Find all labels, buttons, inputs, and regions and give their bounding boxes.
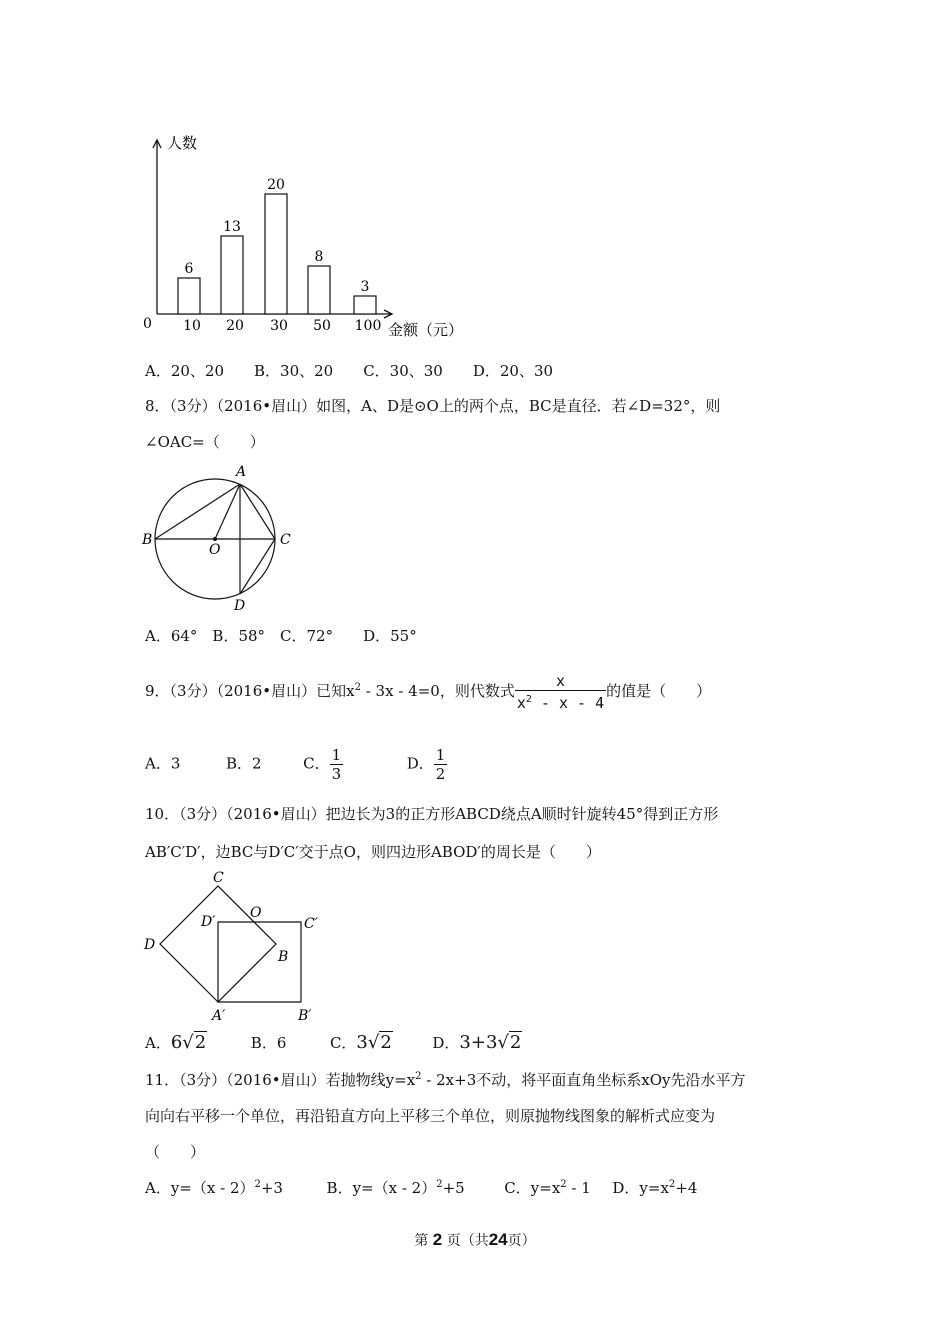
q11-text-line1: 11．（3分）（2016•眉山）若抛物线$y=x^2 - 2x+3$不动，将平面直角坐标系xOy先沿水平方 [145,1071,746,1089]
bar [308,266,330,314]
q9-option-c: C． [303,754,330,773]
segment-dc [240,539,275,594]
label-d: D [144,937,156,953]
q8-text-line1: 8．（3分）（2016•眉山）如图，A、D是⊙O上的两个点，BC是直径．若∠D=32°，则 [145,397,721,415]
q9-option-d: D． [406,754,434,773]
q10-option-d-radical: 3+3√2 [459,1032,522,1053]
q9-fraction [515,672,606,712]
x-axis-label: 金额（元） [388,321,464,339]
bar-value-label: 13 [223,219,241,235]
x-tick-label: 20 [226,318,244,334]
x-tick-label: 100 [354,318,382,334]
q8-text-line2: ∠OAC=（ ） [145,433,265,451]
q11-text-line2: 向向右平移一个单位，再沿铅直方向上平移三个单位，则原抛物线图象的解析式应变为 [145,1107,716,1125]
x-tick-label: 50 [313,318,331,334]
label-b: B [142,532,153,548]
x-tick-label: 30 [270,318,288,334]
segment-ac [240,484,275,539]
label-a-prime: A′ [212,1008,226,1024]
bar-value-label: 8 [314,249,324,265]
q9-mid: - 3x - 4=0，则代数式 [360,682,515,700]
bar-value-label: 3 [360,279,370,295]
q10-option-d: D． [432,1034,460,1052]
y-axis-label: 人数 [167,134,198,152]
label-d-prime: D′ [201,914,216,930]
footer-post: 页） [507,1233,536,1249]
bar [178,278,200,314]
label-o: O [209,542,221,558]
q9-options [145,746,447,783]
q10-text-line2: AB′C′D′，边BC与D′C′交于点O，则四边形ABOD′的周长是（ ） [145,843,601,861]
point-o [213,537,217,541]
q9-option-a: A．3 [145,754,181,773]
footer-mid: 页（共 [446,1233,489,1249]
bar [354,296,376,314]
q10-option-b: B．6 [250,1034,287,1052]
q7-options: A．20、20 B．30、20 C．30、30 D．20、30 [145,362,554,380]
q10-option-a: A． [145,1034,171,1052]
q9-suffix: 的值是（ ） [606,682,712,700]
label-c: C [280,532,291,548]
q8-circle-figure [138,460,308,615]
footer-pre: 第 [414,1233,429,1249]
label-a: A [236,464,247,480]
q9-frac-num: x [515,672,606,691]
footer-page-number: 2 [432,1230,443,1249]
bar-value-label: 6 [184,261,194,277]
label-c-prime: C′ [304,916,318,932]
bar-chart [130,128,480,343]
q11-option-d: D．$y=x^2+4$ [612,1179,698,1197]
q9-option-c-frac: $\frac{1}{3}$ [331,746,342,783]
q11-options [145,1177,697,1198]
q11-text-line3: （ ） [145,1143,206,1161]
bar-value-label: 20 [267,177,285,193]
label-b-prime: B′ [298,1008,312,1024]
q10-option-a-radical: 6√2 [170,1032,207,1053]
q9-exp: 2 [354,682,361,693]
footer-total-pages: 24 [488,1230,508,1249]
label-b: B [278,949,289,965]
q11-option-b: B．y=（x - 2）$^2$+5 [326,1179,465,1197]
bar [265,194,287,314]
q10-options [145,1032,522,1053]
q9-option-b: B．2 [225,754,262,773]
origin-label: 0 [143,316,152,332]
q9-text [145,672,711,712]
q10-option-c: C． [329,1034,357,1052]
q9-prefix: 9．（3分）（2016•眉山）已知x [145,682,355,700]
q11-option-a: A．y=（x - 2）$^2$+3 [145,1179,283,1197]
q11-option-c: C．$y=x^2 - 1$ [504,1179,591,1197]
chart-marks [143,134,463,339]
bar [221,236,243,314]
label-o: O [250,905,262,921]
x-tick-label: 10 [183,318,201,334]
page-footer [0,1230,950,1250]
q10-text-line1: 10．（3分）（2016•眉山）把边长为3的正方形ABCD绕点A顺时针旋转45°得到正方形 [145,805,719,823]
q9-frac-den: $x^2$ - x - 4 [516,694,605,712]
q9-option-d-frac: $\frac{1}{2}$ [435,746,446,783]
q10-squares-figure [138,866,338,1026]
q10-option-c-radical: 3√2 [356,1032,392,1053]
q8-options: A．64° B．58° C．72° D．55° [145,627,417,645]
label-c: C [213,870,224,886]
label-d: D [234,598,246,614]
